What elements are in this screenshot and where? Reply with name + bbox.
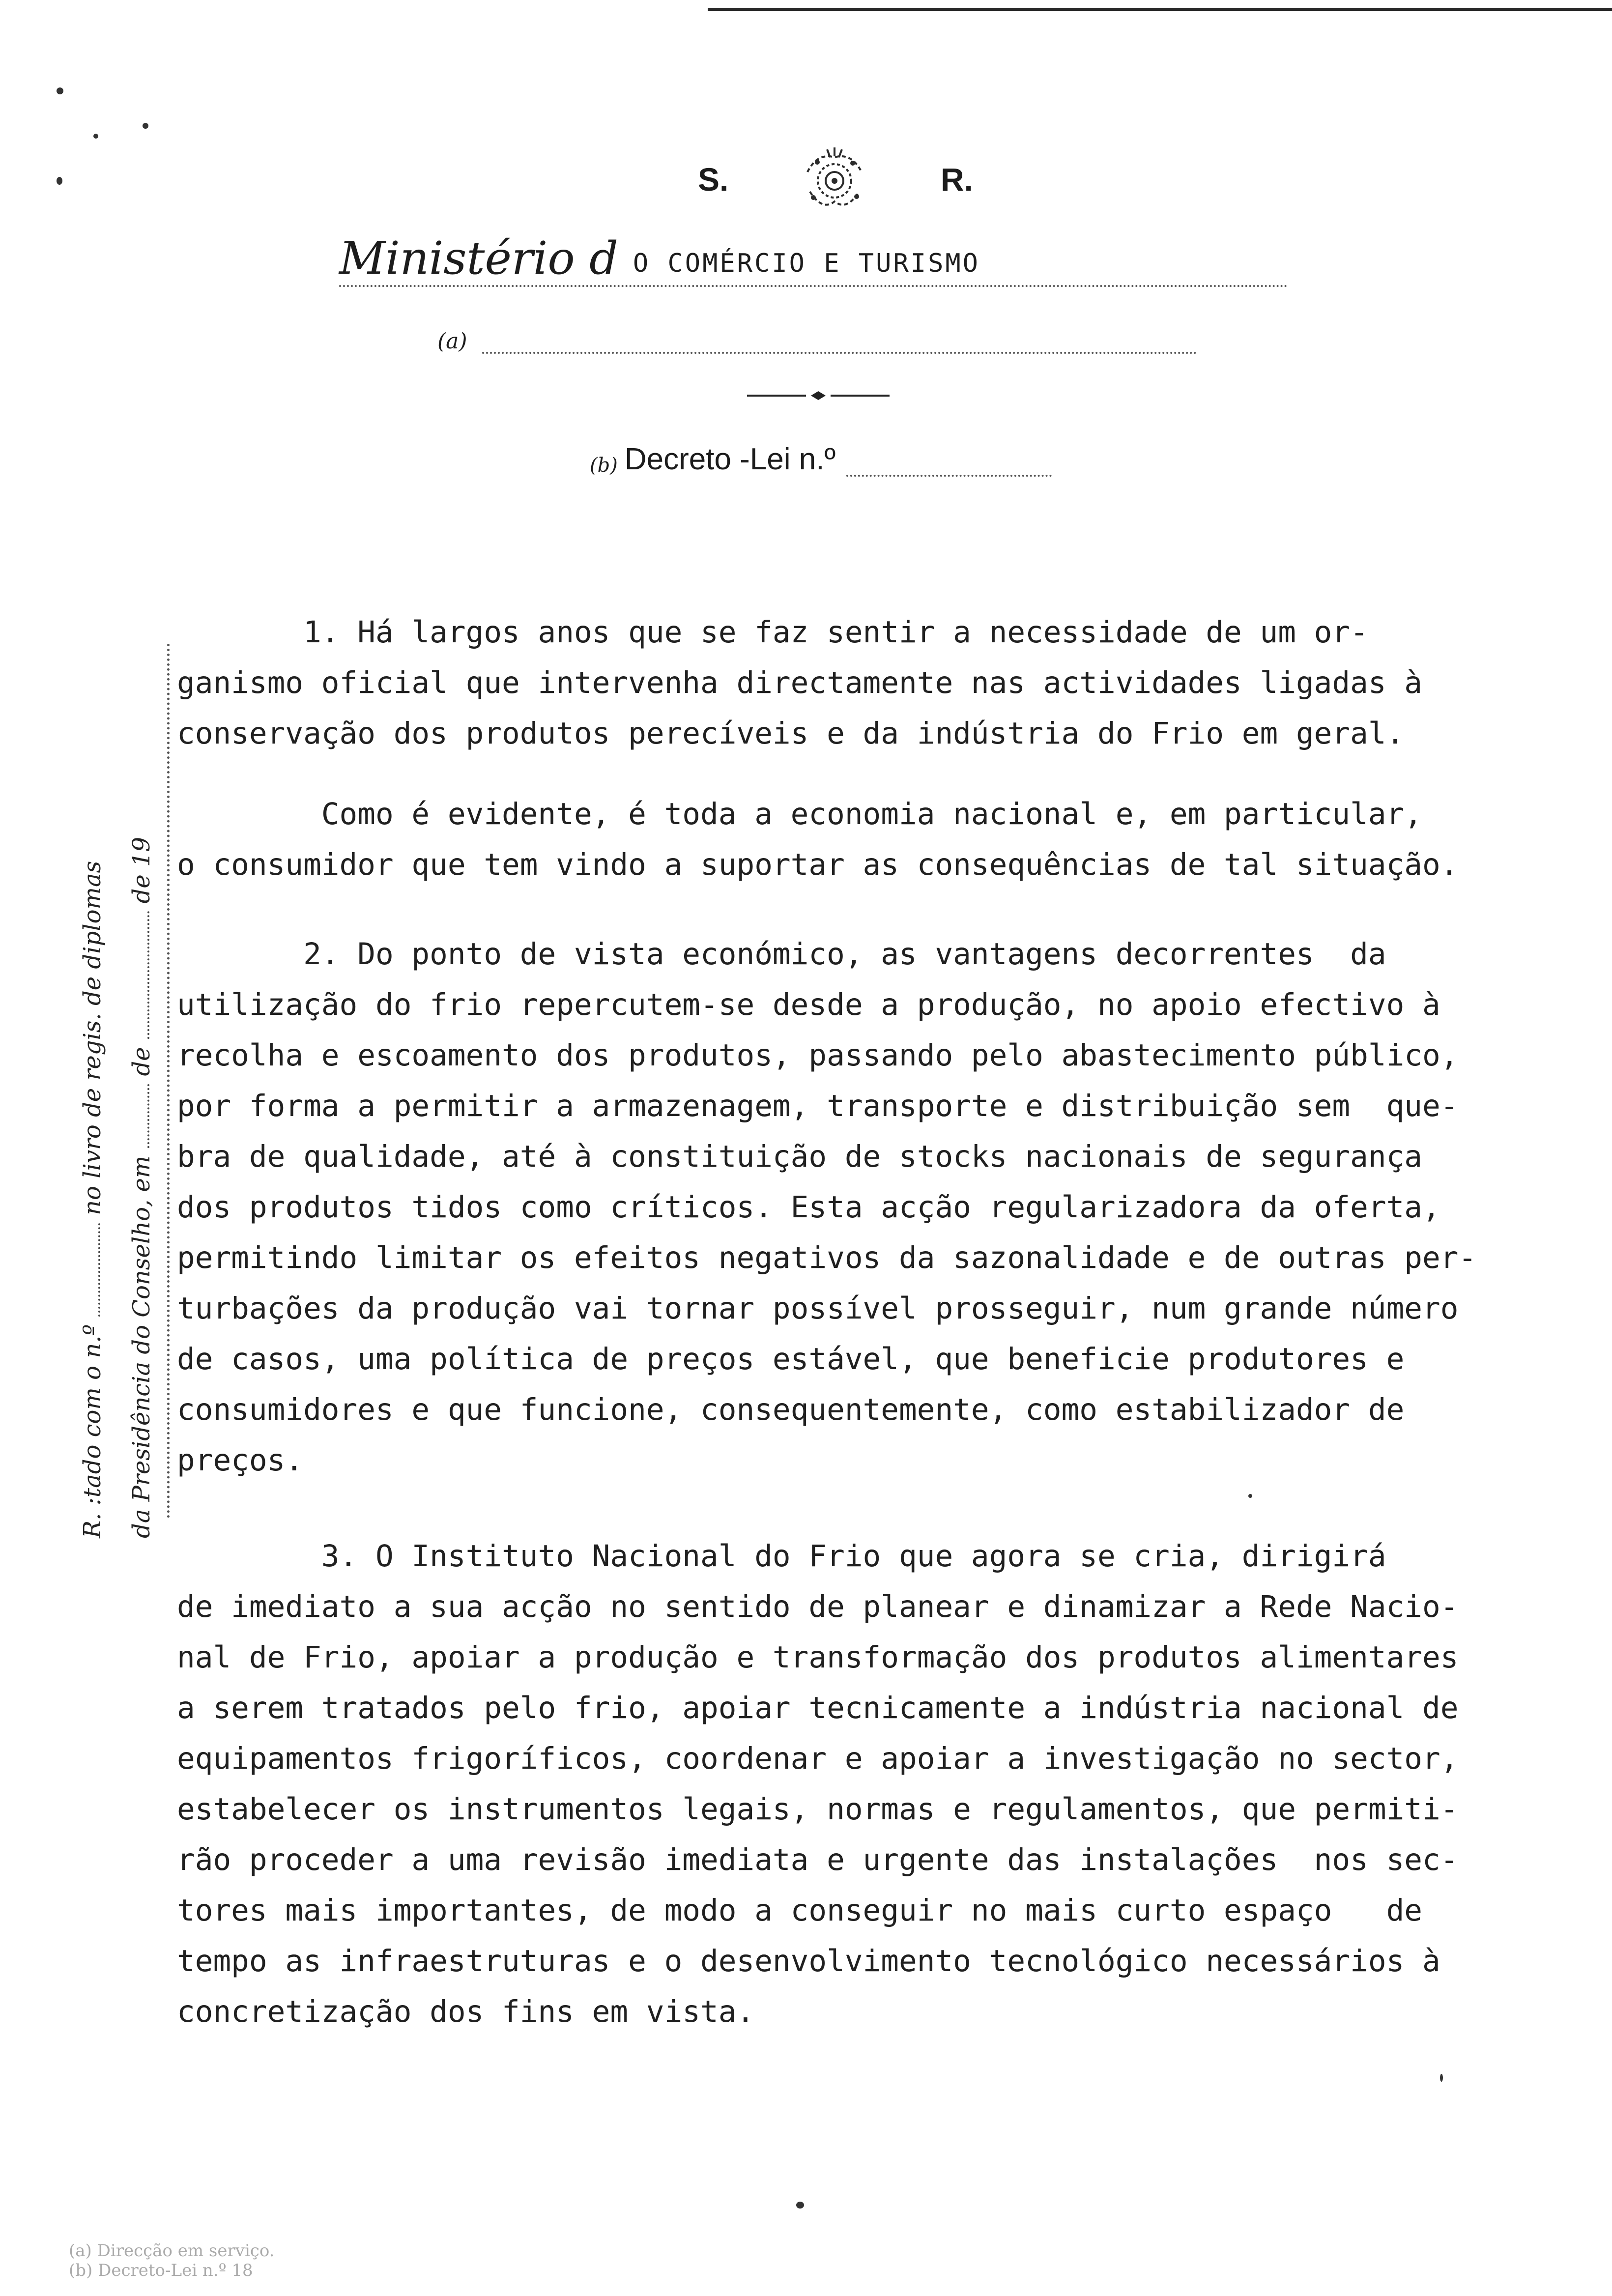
text-line: nal de Frio, apoiar a produção e transformação dos produtos alimentares	[177, 1640, 1459, 1675]
text-line: por forma a permitir a armazenagem, transporte e distribuição sem que-	[177, 1089, 1459, 1123]
text-line: estabelecer os instrumentos legais, normas e regulamentos, que permiti-	[177, 1792, 1459, 1827]
paragraph-2	[177, 789, 1612, 890]
footnote-b: (b) Decreto-Lei n.º 18	[69, 2261, 253, 2280]
paragraph-4	[177, 1531, 1612, 2037]
ministry-label: Ministério d	[339, 232, 618, 285]
text-line: permitindo limitar os efeitos negativos da sazonalidade e de outras per-	[177, 1240, 1477, 1275]
text-line: preços.	[177, 1443, 304, 1478]
margin-registration-note	[64, 654, 172, 1538]
margin-note-line2-prefix: da Presidência do Conselho, em	[128, 1155, 155, 1538]
text-line: rão proceder a uma revisão imediata e urgente das instalações nos sec-	[177, 1842, 1459, 1877]
field-a-dotted-line	[482, 332, 1197, 354]
letterhead-s: S.	[698, 161, 729, 198]
margin-note-line1-mid: no livro de regis. de diplomas	[79, 861, 106, 1215]
letterhead-r: R.	[940, 161, 973, 198]
decree-label-b: (b)	[590, 454, 618, 477]
text-line: bra de qualidade, até à constituição de stocks nacionais de segurança	[177, 1139, 1423, 1174]
margin-note-blank	[143, 1084, 149, 1148]
decree-line	[590, 432, 1052, 477]
text-line: conservação dos produtos perecíveis e da indústria do Frio em geral.	[177, 716, 1405, 751]
footnote-a: (a) Direcção em serviço.	[69, 2241, 275, 2261]
margin-note-line1-prefix: R. :tado com o n.º	[79, 1324, 106, 1538]
text-line: utilização do frio repercutem-se desde a produção, no apoio efectivo à	[177, 987, 1440, 1022]
top-border-line	[708, 8, 1612, 11]
text-line: o consumidor que tem vindo a suportar as consequências de tal situação.	[177, 847, 1459, 882]
text-line: turbações da produção vai tornar possível prosseguir, num grande número	[177, 1291, 1459, 1326]
text-line: dos produtos tidos como críticos. Esta acção regularizadora da oferta,	[177, 1190, 1440, 1225]
text-line: de casos, uma política de preços estável, que beneficie produtores e	[177, 1342, 1405, 1377]
text-line: recolha e escoamento dos produtos, passando pelo abastecimento público,	[177, 1038, 1459, 1073]
text-line: consumidores e que funcione, consequentemente, como estabilizador de	[177, 1392, 1405, 1427]
text-line: 2. Do ponto de vista económico, as vantagens decorrentes da	[177, 937, 1386, 972]
margin-note-blank	[93, 1223, 100, 1317]
text-line: 3. O Instituto Nacional do Frio que agora se cria, dirigirá	[177, 1539, 1386, 1574]
coat-of-arms-seal-icon	[788, 143, 881, 216]
scan-speck	[143, 123, 148, 129]
text-line: equipamentos frigoríficos, coordenar e apoiar a investigação no sector,	[177, 1741, 1459, 1776]
text-line: 1. Há largos anos que se faz sentir a necessidade de um or-	[177, 615, 1368, 650]
scan-speck	[1248, 1494, 1252, 1498]
text-line: tores mais importantes, de modo a conseguir no mais curto espaço de	[177, 1893, 1423, 1928]
text-line: ganismo oficial que intervenha directamente nas actividades ligadas à	[177, 665, 1423, 700]
decree-dotted-line	[846, 455, 1052, 477]
text-line: a serem tratados pelo frio, apoiar tecnicamente a indústria nacional de	[177, 1691, 1459, 1725]
ministry-line	[339, 226, 1288, 287]
margin-note-line2-mid: de	[128, 1047, 155, 1076]
divider-ornament-icon	[747, 388, 890, 403]
ministry-value: O COMÉRCIO E TURISMO	[633, 249, 980, 278]
paragraph-3	[177, 929, 1612, 1486]
text-line: tempo as infraestruturas e o desenvolvimento tecnológico necessários à	[177, 1944, 1440, 1979]
scan-speck	[1440, 2074, 1443, 2082]
margin-note-row-2	[128, 837, 155, 1538]
text-line: Como é evidente, é toda a economia nacional e, em particular,	[177, 797, 1423, 832]
scan-speck	[57, 87, 63, 94]
decree-text: Decreto -Lei n.º	[624, 442, 836, 476]
text-line: concretização dos fins em vista.	[177, 1994, 755, 2029]
margin-note-line2-suffix: de 19	[128, 836, 155, 904]
margin-note-row-1	[79, 861, 106, 1538]
scan-speck	[93, 134, 98, 139]
footnotes	[69, 2241, 413, 2280]
paragraph-1	[177, 607, 1612, 759]
margin-note-blank	[143, 911, 149, 1039]
text-line: de imediato a sua acção no sentido de planear e dinamizar a Rede Nacio-	[177, 1589, 1459, 1624]
letterhead	[698, 143, 973, 216]
scan-speck	[796, 2202, 804, 2209]
field-a	[437, 315, 1197, 354]
field-a-label: (a)	[437, 329, 467, 354]
scan-speck	[57, 177, 62, 185]
